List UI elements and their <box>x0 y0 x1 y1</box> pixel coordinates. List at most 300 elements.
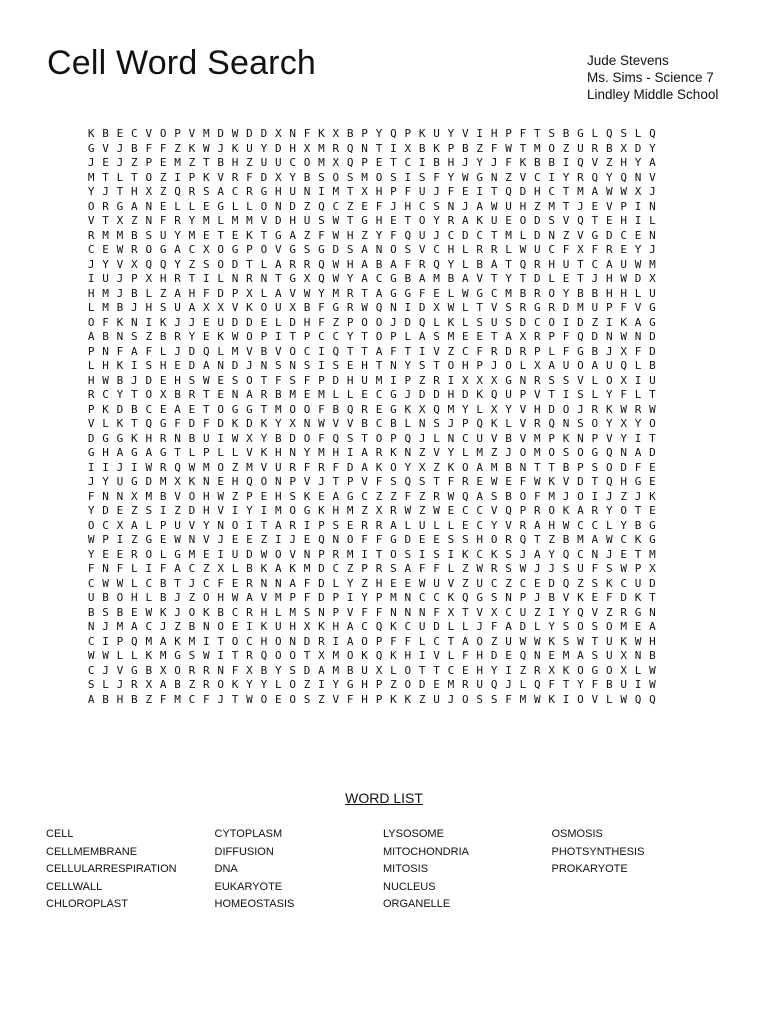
grid-letter: Q <box>605 475 613 488</box>
grid-letter: P <box>548 431 555 445</box>
grid-letter: O <box>390 243 397 256</box>
grid-letter: C <box>433 243 440 256</box>
grid-letter: F <box>318 431 325 445</box>
grid-letter: B <box>159 591 167 604</box>
grid-letter: I <box>605 315 613 329</box>
grid-letter: V <box>476 272 484 285</box>
grid-letter: E <box>634 228 642 242</box>
grid-letter: F <box>433 562 440 575</box>
grid-letter: Z <box>505 170 512 184</box>
grid-letter: L <box>231 446 239 459</box>
grid-letter: S <box>562 634 570 648</box>
grid-letter: O <box>217 460 225 474</box>
grid-letter: Y <box>649 141 656 155</box>
grid-letter: Q <box>476 417 484 430</box>
grid-letter: O <box>217 620 225 633</box>
word-list-column <box>552 826 721 914</box>
grid-letter: Q <box>505 185 512 198</box>
grid-letter: W <box>332 272 340 285</box>
grid-letter: R <box>246 649 253 662</box>
grid-letter: N <box>591 547 599 561</box>
grid-letter: N <box>188 533 196 546</box>
grid-letter: B <box>102 330 109 343</box>
grid-letter: Y <box>174 228 181 242</box>
grid-letter: L <box>116 170 124 184</box>
grid-letter: T <box>361 330 368 343</box>
grid-letter: V <box>116 663 124 677</box>
grid-letter: P <box>203 446 210 459</box>
grid-letter: E <box>361 388 368 401</box>
grid-letter: N <box>289 446 296 459</box>
grid-letter: Y <box>303 446 311 459</box>
grid-letter: E <box>231 576 239 590</box>
grid-letter: M <box>318 141 325 155</box>
grid-row <box>84 345 660 360</box>
grid-letter: S <box>505 562 512 575</box>
grid-letter: Y <box>577 678 584 691</box>
grid-letter: W <box>87 533 95 546</box>
grid-letter: D <box>433 620 440 633</box>
grid-letter: Y <box>246 504 253 517</box>
grid-letter: X <box>159 388 167 401</box>
grid-letter: L <box>87 359 95 372</box>
grid-letter: M <box>318 388 325 401</box>
grid-letter: F <box>519 127 527 140</box>
grid-letter: L <box>433 315 440 329</box>
grid-letter: Q <box>462 489 469 503</box>
grid-letter: Z <box>131 504 138 517</box>
grid-letter: Z <box>174 141 181 155</box>
school-name: Lindley Middle School <box>587 87 719 102</box>
grid-letter: E <box>375 156 383 169</box>
grid-letter: C <box>519 576 527 590</box>
grid-letter: V <box>605 431 613 445</box>
word-list-item: CELLULARRESPIRATION <box>46 863 177 875</box>
grid-letter: X <box>116 214 124 227</box>
grid-letter: H <box>620 156 627 169</box>
grid-letter: R <box>203 663 210 677</box>
grid-letter: L <box>548 272 555 285</box>
grid-row <box>84 185 660 200</box>
grid-letter: O <box>303 431 311 445</box>
grid-letter: V <box>289 547 296 561</box>
grid-letter: U <box>274 460 282 474</box>
grid-letter: K <box>562 504 570 517</box>
grid-letter: Q <box>433 402 440 416</box>
grid-letter: L <box>447 562 455 575</box>
grid-letter: W <box>332 214 340 227</box>
grid-letter: R <box>131 547 138 561</box>
grid-letter: O <box>577 620 584 633</box>
grid-letter: T <box>231 692 239 706</box>
grid-letter: U <box>361 373 368 387</box>
grid-letter: E <box>116 504 124 517</box>
grid-letter: S <box>418 359 426 372</box>
word-list-column <box>383 826 552 914</box>
grid-letter: T <box>188 272 196 285</box>
grid-letter: J <box>476 620 484 633</box>
grid-letter: C <box>145 620 153 633</box>
grid-letter: A <box>131 344 138 358</box>
grid-letter: J <box>188 315 196 329</box>
grid-letter: Y <box>620 431 627 445</box>
grid-letter: W <box>605 533 613 546</box>
grid-letter: S <box>289 489 296 503</box>
grid-letter: H <box>533 185 541 198</box>
grid-letter: W <box>620 402 627 416</box>
grid-letter: X <box>418 460 426 474</box>
grid-letter: R <box>519 344 527 358</box>
grid-letter: H <box>476 533 484 546</box>
grid-letter: K <box>447 460 455 474</box>
grid-letter: L <box>131 649 138 662</box>
grid-letter: E <box>462 663 469 677</box>
grid-letter: A <box>476 199 484 213</box>
grid-letter: C <box>548 185 555 198</box>
grid-letter: N <box>303 417 311 430</box>
grid-letter: M <box>361 170 368 184</box>
grid-letter: P <box>390 185 397 198</box>
grid-letter: L <box>533 620 541 633</box>
grid-letter: D <box>332 373 340 387</box>
grid-letter: R <box>174 214 181 227</box>
grid-letter: S <box>605 562 613 575</box>
grid-letter: S <box>591 620 599 633</box>
grid-letter: J <box>102 620 109 633</box>
grid-letter: O <box>260 199 268 213</box>
grid-letter: N <box>217 663 225 677</box>
grid-letter: K <box>404 692 412 706</box>
grid-letter: E <box>102 243 109 256</box>
grid-letter: W <box>577 634 584 648</box>
grid-letter: P <box>159 518 167 532</box>
grid-letter: Y <box>361 591 368 604</box>
grid-letter: D <box>548 576 555 590</box>
grid-letter: N <box>260 576 268 590</box>
grid-letter: Z <box>303 678 311 691</box>
grid-letter: I <box>102 460 109 474</box>
grid-letter: R <box>433 373 440 387</box>
grid-letter: F <box>375 533 383 546</box>
grid-letter: Q <box>318 257 325 271</box>
grid-letter: N <box>649 605 656 619</box>
grid-letter: Y <box>404 460 412 474</box>
grid-letter: A <box>274 286 282 300</box>
grid-letter: B <box>131 692 138 706</box>
grid-letter: D <box>649 330 656 343</box>
grid-letter: W <box>620 185 627 198</box>
grid-letter: E <box>159 156 167 169</box>
grid-letter: Z <box>361 576 368 590</box>
grid-letter: D <box>246 127 253 140</box>
grid-letter: H <box>116 692 124 706</box>
grid-letter: L <box>404 417 412 430</box>
grid-letter: B <box>116 373 124 387</box>
grid-letter: B <box>174 678 181 691</box>
grid-letter: W <box>231 431 239 445</box>
grid-letter: G <box>346 489 354 503</box>
grid-letter: T <box>577 257 584 271</box>
grid-letter: M <box>649 257 656 271</box>
grid-letter: O <box>605 460 613 474</box>
grid-letter: U <box>159 228 167 242</box>
grid-letter: A <box>591 533 599 546</box>
grid-letter: I <box>116 533 124 546</box>
grid-letter: H <box>361 359 368 372</box>
grid-letter: T <box>404 214 412 227</box>
grid-letter: M <box>533 431 541 445</box>
grid-letter: B <box>375 257 383 271</box>
grid-letter: R <box>246 605 253 619</box>
grid-letter: U <box>217 315 225 329</box>
grid-letter: F <box>303 576 311 590</box>
grid-letter: I <box>634 431 642 445</box>
grid-letter: Q <box>375 649 383 662</box>
grid-letter: A <box>634 315 642 329</box>
grid-letter: C <box>188 562 196 575</box>
grid-letter: B <box>519 286 527 300</box>
grid-letter: R <box>174 330 181 343</box>
grid-letter: C <box>231 185 239 198</box>
grid-letter: J <box>390 315 397 329</box>
grid-letter: A <box>505 620 512 633</box>
grid-letter: S <box>548 373 555 387</box>
grid-letter: M <box>116 228 124 242</box>
grid-letter: R <box>462 475 469 488</box>
grid-letter: J <box>116 460 124 474</box>
grid-letter: P <box>533 344 541 358</box>
grid-letter: W <box>649 402 656 416</box>
grid-letter: C <box>289 156 296 169</box>
grid-letter: A <box>274 257 282 271</box>
grid-letter: M <box>246 214 253 227</box>
grid-letter: P <box>375 678 383 691</box>
grid-letter: B <box>102 692 109 706</box>
grid-letter: Q <box>562 576 570 590</box>
grid-letter: U <box>433 692 440 706</box>
grid-letter: E <box>433 678 440 691</box>
grid-letter: F <box>591 562 599 575</box>
grid-letter: O <box>462 460 469 474</box>
grid-letter: V <box>346 605 354 619</box>
grid-letter: M <box>447 330 455 343</box>
grid-letter: G <box>217 199 225 213</box>
grid-letter: N <box>217 359 225 372</box>
grid-letter: L <box>634 286 642 300</box>
grid-letter: P <box>361 562 368 575</box>
grid-letter: M <box>548 199 555 213</box>
grid-letter: C <box>87 663 95 677</box>
grid-letter: K <box>634 591 642 604</box>
grid-letter: T <box>533 127 541 140</box>
grid-letter: Q <box>318 533 325 546</box>
grid-letter: P <box>605 301 613 314</box>
grid-letter: V <box>591 156 599 169</box>
grid-letter: K <box>303 489 311 503</box>
grid-letter: A <box>390 518 397 532</box>
grid-letter: W <box>231 127 239 140</box>
grid-letter: B <box>505 489 512 503</box>
word-list-item: PHOTSYNTHESIS <box>551 845 645 858</box>
grid-letter: L <box>87 301 95 314</box>
grid-letter: O <box>274 634 282 648</box>
grid-letter: U <box>605 359 613 372</box>
grid-letter: D <box>145 475 153 488</box>
grid-letter: K <box>476 214 484 227</box>
grid-letter: X <box>289 301 296 314</box>
grid-letter: Q <box>519 533 527 546</box>
grid-letter: I <box>346 446 354 459</box>
grid-letter: D <box>591 330 599 343</box>
grid-letter: N <box>533 649 541 662</box>
grid-row <box>84 490 660 505</box>
grid-letter: D <box>246 547 253 561</box>
grid-letter: Q <box>577 156 584 169</box>
grid-letter: P <box>289 591 296 604</box>
grid-letter: M <box>102 228 109 242</box>
grid-letter: V <box>188 127 196 140</box>
grid-letter: Q <box>174 460 181 474</box>
grid-letter: H <box>375 576 383 590</box>
grid-letter: Z <box>605 156 613 169</box>
grid-letter: J <box>591 272 599 285</box>
grid-letter: F <box>318 301 325 314</box>
grid-letter: R <box>188 185 196 198</box>
grid-letter: F <box>332 460 340 474</box>
grid-letter: J <box>649 185 656 198</box>
grid-letter: T <box>116 185 124 198</box>
grid-letter: I <box>418 156 426 169</box>
grid-letter: P <box>131 272 138 285</box>
grid-letter: D <box>649 576 656 590</box>
grid-letter: N <box>303 185 311 198</box>
grid-letter: D <box>418 678 426 691</box>
grid-letter: U <box>87 591 95 604</box>
grid-letter: U <box>577 562 584 575</box>
grid-letter: X <box>404 141 412 155</box>
grid-letter: Q <box>505 504 512 517</box>
grid-letter: V <box>591 692 599 706</box>
grid-letter: A <box>246 591 253 604</box>
grid-letter: E <box>605 214 613 227</box>
grid-letter: M <box>562 649 570 662</box>
grid-letter: A <box>649 620 656 633</box>
grid-letter: S <box>490 692 498 706</box>
grid-letter: E <box>102 156 109 169</box>
grid-letter: S <box>131 330 138 343</box>
grid-letter: F <box>490 620 498 633</box>
grid-letter: I <box>145 562 153 575</box>
grid-letter: K <box>231 141 239 155</box>
grid-letter: L <box>188 199 196 213</box>
grid-letter: X <box>433 301 440 314</box>
grid-letter: Y <box>346 272 354 285</box>
grid-letter: E <box>620 547 627 561</box>
grid-letter: M <box>188 547 196 561</box>
grid-letter: M <box>519 692 527 706</box>
grid-letter: P <box>332 591 340 604</box>
grid-letter: O <box>605 663 613 677</box>
grid-letter: Y <box>447 446 455 459</box>
grid-letter: D <box>605 228 613 242</box>
grid-letter: L <box>519 359 527 372</box>
grid-letter: C <box>533 315 541 329</box>
grid-letter: S <box>188 649 196 662</box>
grid-letter: A <box>390 257 397 271</box>
grid-letter: T <box>390 156 397 169</box>
grid-letter: Z <box>188 591 196 604</box>
grid-letter: R <box>246 576 253 590</box>
grid-letter: K <box>447 315 455 329</box>
grid-letter: P <box>246 243 253 256</box>
grid-letter: H <box>332 504 340 517</box>
grid-letter: O <box>404 678 412 691</box>
grid-letter: E <box>203 199 210 213</box>
grid-letter: Y <box>447 127 455 140</box>
grid-letter: W <box>231 591 239 604</box>
grid-letter: O <box>145 388 153 401</box>
grid-letter: O <box>217 678 225 691</box>
grid-letter: H <box>131 185 138 198</box>
grid-letter: A <box>145 446 153 459</box>
grid-letter: W <box>332 257 340 271</box>
grid-letter: J <box>131 373 138 387</box>
grid-letter: Z <box>203 562 210 575</box>
grid-letter: Z <box>562 228 570 242</box>
grid-letter: E <box>102 547 109 561</box>
grid-letter: T <box>548 388 555 401</box>
grid-letter: K <box>289 562 296 575</box>
grid-letter: G <box>87 141 95 155</box>
grid-letter: M <box>87 170 95 184</box>
grid-letter: R <box>260 388 268 401</box>
grid-letter: M <box>505 228 512 242</box>
grid-letter: Y <box>87 504 95 517</box>
grid-letter: R <box>591 402 599 416</box>
grid-letter: T <box>361 431 368 445</box>
grid-letter: H <box>131 591 138 604</box>
grid-letter: L <box>145 286 153 300</box>
grid-letter: H <box>519 199 527 213</box>
grid-letter: B <box>505 460 512 474</box>
grid-letter: K <box>548 634 555 648</box>
grid-letter: Y <box>505 402 512 416</box>
grid-letter: Z <box>174 504 181 517</box>
grid-letter: L <box>462 446 469 459</box>
grid-letter: S <box>404 547 412 561</box>
word-list-item: HOMEOSTASIS <box>214 898 295 910</box>
grid-letter: L <box>217 214 225 227</box>
grid-letter: R <box>577 170 584 184</box>
grid-letter: B <box>87 605 95 619</box>
grid-letter: W <box>519 562 527 575</box>
grid-letter: H <box>188 286 196 300</box>
grid-letter: W <box>620 562 627 575</box>
grid-letter: F <box>505 692 512 706</box>
grid-letter: A <box>361 257 368 271</box>
grid-letter: L <box>174 199 181 213</box>
grid-letter: Z <box>159 170 167 184</box>
grid-letter: N <box>260 272 268 285</box>
grid-letter: F <box>447 475 455 488</box>
grid-letter: E <box>346 359 354 372</box>
grid-letter: V <box>174 489 181 503</box>
grid-letter: H <box>447 388 455 401</box>
grid-letter: C <box>87 576 95 590</box>
grid-letter: E <box>649 460 656 474</box>
grid-letter: T <box>361 344 368 358</box>
grid-letter: G <box>577 344 584 358</box>
